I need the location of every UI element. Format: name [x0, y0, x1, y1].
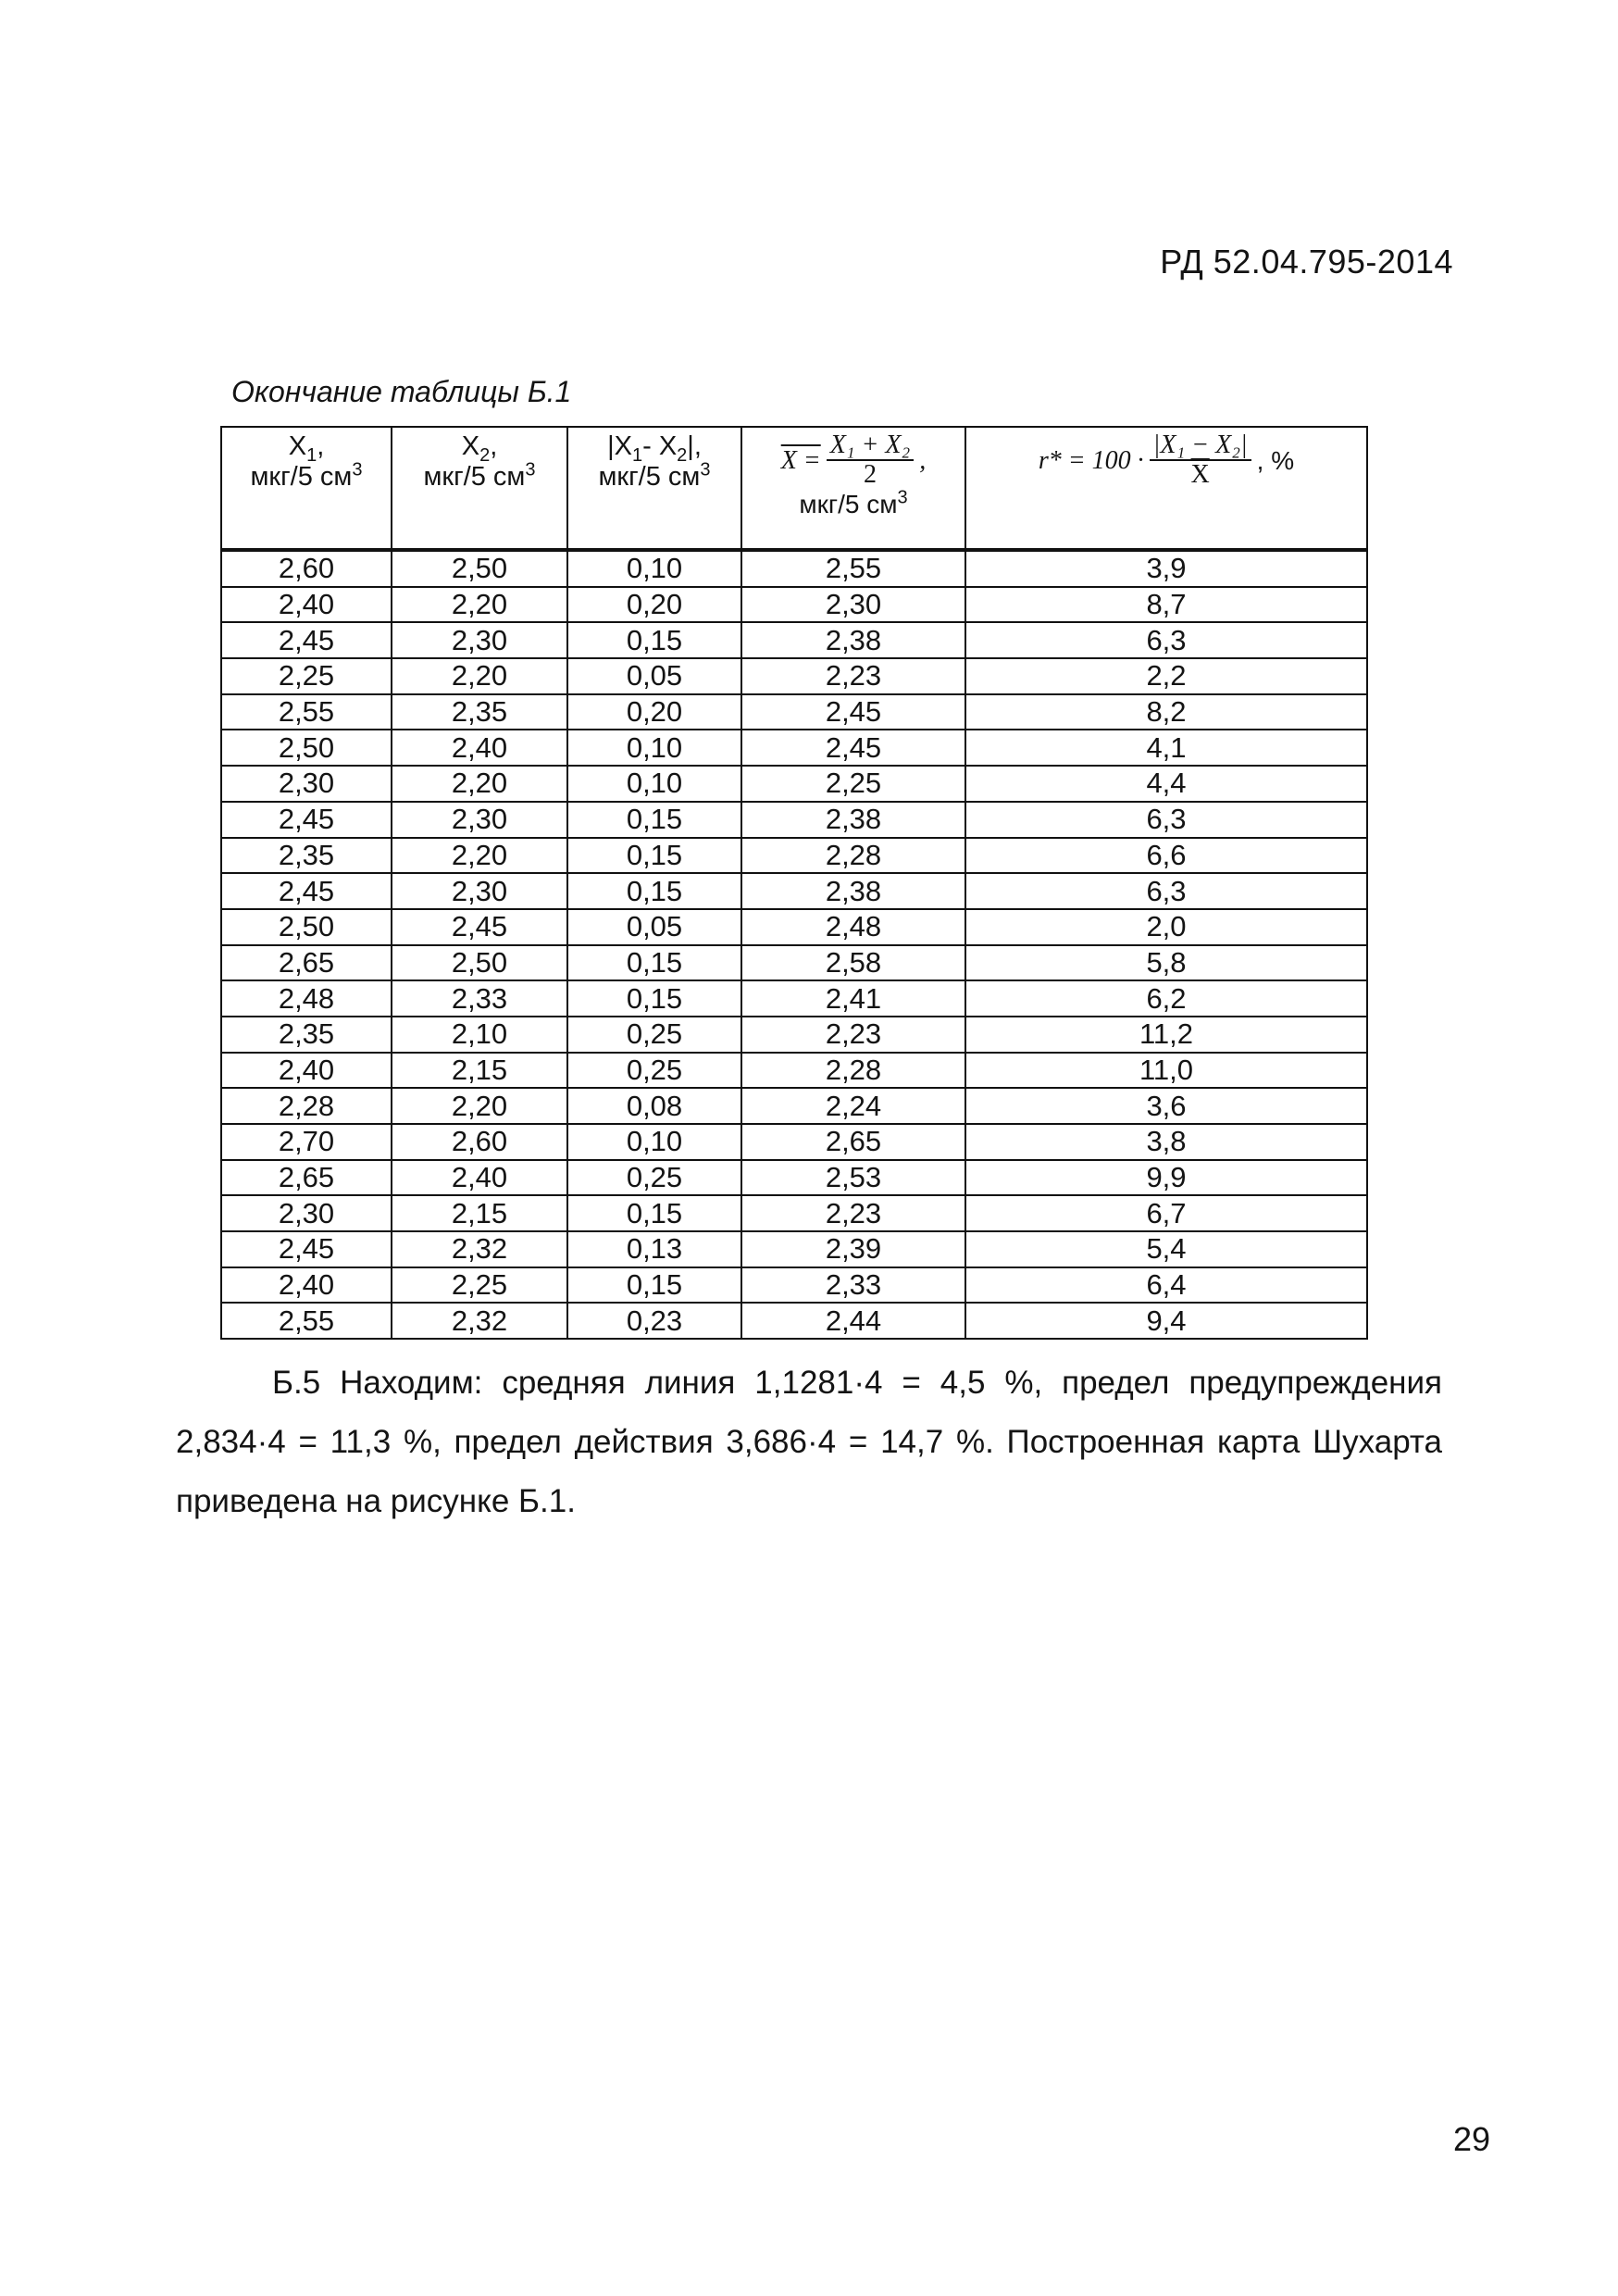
- r-formula: r* = 100 · $\frac{\text{|X₁ − X₂|}}{X}$ , %: [1038, 430, 1295, 489]
- table-cell: 9,4: [965, 1303, 1367, 1339]
- table-cell: 5,4: [965, 1231, 1367, 1267]
- table-cell: 2,48: [741, 909, 965, 945]
- table-cell: 2,30: [392, 873, 567, 909]
- table-cell: 2,33: [392, 980, 567, 1017]
- table-row: [221, 838, 1367, 874]
- table-row: [221, 694, 1367, 730]
- table-cell: 6,6: [965, 838, 1367, 874]
- table-cell: 2,30: [221, 766, 392, 802]
- table-cell: 2,53: [741, 1160, 965, 1196]
- table-cell: 9,9: [965, 1160, 1367, 1196]
- table-cell: 0,25: [567, 1017, 741, 1053]
- document-code: РД 52.04.795-2014: [1160, 243, 1453, 281]
- table-row: [221, 766, 1367, 802]
- table-cell: 4,1: [965, 730, 1367, 766]
- table-cell: 2,55: [221, 694, 392, 730]
- table-cell: 2,38: [741, 802, 965, 838]
- table-cell: 2,45: [741, 730, 965, 766]
- table-cell: 2,20: [392, 587, 567, 623]
- table-cell: 2,24: [741, 1088, 965, 1124]
- table-row: [221, 1231, 1367, 1267]
- table-row: [221, 909, 1367, 945]
- table-cell: 2,30: [221, 1195, 392, 1231]
- table-cell: 2,20: [392, 658, 567, 694]
- table-cell: 6,3: [965, 622, 1367, 658]
- table-cell: 6,3: [965, 873, 1367, 909]
- table-cell: 0,10: [567, 766, 741, 802]
- table-cell: 2,40: [392, 730, 567, 766]
- table-row: [221, 1053, 1367, 1089]
- table-row: [221, 873, 1367, 909]
- table-cell: 0,15: [567, 1267, 741, 1304]
- table-row: [221, 658, 1367, 694]
- table-row: [221, 1267, 1367, 1304]
- data-table: [220, 426, 1368, 1340]
- table-cell: 2,15: [392, 1195, 567, 1231]
- table-cell: 2,55: [741, 550, 965, 587]
- table-cell: 2,2: [965, 658, 1367, 694]
- table-row: [221, 945, 1367, 981]
- table-cell: 2,50: [221, 730, 392, 766]
- table-cell: 2,28: [741, 1053, 965, 1089]
- table-cell: 0,15: [567, 838, 741, 874]
- table-cell: 2,58: [741, 945, 965, 981]
- table-cell: 2,30: [392, 802, 567, 838]
- table-cell: 2,32: [392, 1231, 567, 1267]
- table-cell: 2,50: [392, 550, 567, 587]
- table-row: [221, 622, 1367, 658]
- table-cell: 2,70: [221, 1124, 392, 1160]
- table-body: [221, 550, 1367, 1339]
- table-cell: 2,28: [741, 838, 965, 874]
- table-row: [221, 980, 1367, 1017]
- table-cell: 2,65: [221, 1160, 392, 1196]
- table-row: [221, 1303, 1367, 1339]
- table-cell: 0,08: [567, 1088, 741, 1124]
- table-cell: 0,25: [567, 1053, 741, 1089]
- table-cell: 2,20: [392, 766, 567, 802]
- table-cell: 2,50: [392, 945, 567, 981]
- table-cell: 0,05: [567, 658, 741, 694]
- table-cell: 2,45: [221, 802, 392, 838]
- table-cell: 2,40: [221, 1267, 392, 1304]
- table-cell: 0,05: [567, 909, 741, 945]
- table-cell: 0,15: [567, 873, 741, 909]
- table-cell: 2,23: [741, 1017, 965, 1053]
- table-row: [221, 730, 1367, 766]
- table-cell: 0,10: [567, 730, 741, 766]
- table-cell: 2,45: [741, 694, 965, 730]
- header-x2: $X_2$, мкг/5 $см^3$: [392, 427, 567, 550]
- table-row: [221, 1195, 1367, 1231]
- table-cell: 11,2: [965, 1017, 1367, 1053]
- table-cell: 2,20: [392, 1088, 567, 1124]
- table-cell: 2,35: [221, 838, 392, 874]
- table-row: [221, 550, 1367, 587]
- header-x1: $X_1$, мкг/5 $см^3$: [221, 427, 392, 550]
- table-row: [221, 802, 1367, 838]
- table-cell: 2,60: [221, 550, 392, 587]
- table-cell: 2,39: [741, 1231, 965, 1267]
- table-row: [221, 1088, 1367, 1124]
- table-cell: 2,40: [221, 1053, 392, 1089]
- table-cell: 8,2: [965, 694, 1367, 730]
- header-r-formula: [965, 427, 1367, 550]
- table-cell: 2,45: [392, 909, 567, 945]
- table-cell: 2,60: [392, 1124, 567, 1160]
- header-abs-difference: $|X_1-$ $X_2|$, мкг/5 $см^3$: [567, 427, 741, 550]
- table-cell: 2,55: [221, 1303, 392, 1339]
- table-cell: 6,3: [965, 802, 1367, 838]
- table-row: [221, 1124, 1367, 1160]
- table-cell: 3,8: [965, 1124, 1367, 1160]
- table-row: [221, 1160, 1367, 1196]
- table-cell: 0,15: [567, 622, 741, 658]
- mean-formula: X = $\frac{\text{X₁ + X₂}}{2}$ ,: [780, 430, 927, 489]
- table-cell: 0,10: [567, 1124, 741, 1160]
- table-cell: 2,32: [392, 1303, 567, 1339]
- table-caption: Окончание таблицы Б.1: [231, 375, 572, 408]
- table-cell: 2,65: [221, 945, 392, 981]
- table-cell: 2,44: [741, 1303, 965, 1339]
- table-cell: 2,23: [741, 658, 965, 694]
- table-cell: 0,15: [567, 945, 741, 981]
- table-cell: 2,33: [741, 1267, 965, 1304]
- table-cell: 5,8: [965, 945, 1367, 981]
- table-cell: 2,50: [221, 909, 392, 945]
- table-cell: 0,20: [567, 694, 741, 730]
- table-cell: 2,10: [392, 1017, 567, 1053]
- table-cell: 4,4: [965, 766, 1367, 802]
- table-cell: 2,38: [741, 622, 965, 658]
- table-cell: 0,20: [567, 587, 741, 623]
- table-cell: 2,28: [221, 1088, 392, 1124]
- table-cell: 0,15: [567, 980, 741, 1017]
- table-cell: 2,38: [741, 873, 965, 909]
- table-cell: 2,25: [741, 766, 965, 802]
- table-cell: 2,30: [392, 622, 567, 658]
- header-mean-formula: X = $\frac{\text{X₁ + X₂}}{2}$ , мкг/5 $см^3$: [741, 427, 965, 550]
- table-cell: 2,40: [221, 587, 392, 623]
- table-cell: 2,45: [221, 622, 392, 658]
- table-cell: 0,25: [567, 1160, 741, 1196]
- table-cell: 2,35: [221, 1017, 392, 1053]
- table-cell: 11,0: [965, 1053, 1367, 1089]
- table-cell: 2,25: [221, 658, 392, 694]
- table-cell: 0,15: [567, 802, 741, 838]
- table-cell: 2,41: [741, 980, 965, 1017]
- table-cell: 3,6: [965, 1088, 1367, 1124]
- table-cell: 8,7: [965, 587, 1367, 623]
- table-cell: 0,10: [567, 550, 741, 587]
- table-cell: 2,65: [741, 1124, 965, 1160]
- table-cell: 3,9: [965, 550, 1367, 587]
- table-cell: 6,7: [965, 1195, 1367, 1231]
- table-row: [221, 1017, 1367, 1053]
- table-cell: 2,30: [741, 587, 965, 623]
- table-cell: 2,0: [965, 909, 1367, 945]
- table-header-row: [221, 427, 1367, 550]
- table-cell: 2,35: [392, 694, 567, 730]
- paragraph-b5: Б.5 Находим: средняя линия 1,1281·4 = 4,5 %, предел предупреждения 2,834·4 = 11,3 %, предел действия 3,686·4 = 14,7 %. Построенная карта Шухарта приведена на рисунке Б.1.: [176, 1365, 1442, 1519]
- table-cell: 2,45: [221, 873, 392, 909]
- table-cell: 6,2: [965, 980, 1367, 1017]
- page-number: 29: [1452, 2120, 1490, 2158]
- table-cell: 2,15: [392, 1053, 567, 1089]
- table-cell: 2,48: [221, 980, 392, 1017]
- table-cell: 2,45: [221, 1231, 392, 1267]
- table-cell: 2,23: [741, 1195, 965, 1231]
- table-cell: 0,13: [567, 1231, 741, 1267]
- table-cell: 2,40: [392, 1160, 567, 1196]
- table-cell: 0,15: [567, 1195, 741, 1231]
- table-cell: 0,23: [567, 1303, 741, 1339]
- table-cell: 2,25: [392, 1267, 567, 1304]
- table-row: [221, 587, 1367, 623]
- table-cell: 2,20: [392, 838, 567, 874]
- table-cell: 6,4: [965, 1267, 1367, 1304]
